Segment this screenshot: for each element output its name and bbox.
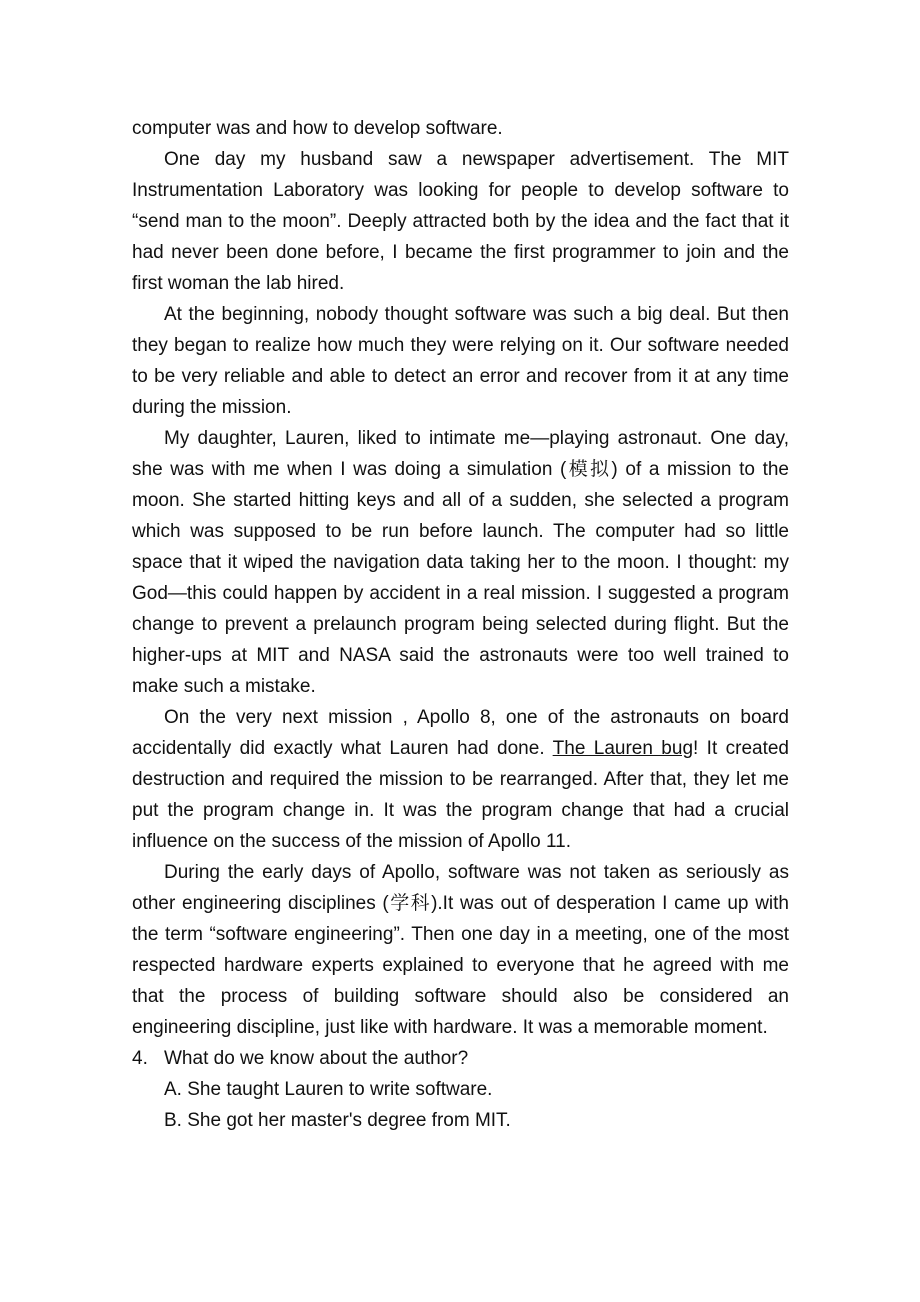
passage-paragraph-0: computer was and how to develop software. (132, 118, 503, 139)
question-4 (132, 1043, 789, 1074)
question-text: What do we know about the author? (164, 1048, 469, 1069)
option-a[interactable]: A. She taught Lauren to write software. (164, 1079, 493, 1100)
passage-paragraph-3: My daughter, Lauren, liked to intimate me—playing astronaut. One day, she was with me when I was doing a simulation (模拟) of a mission to the moon. She started hitting keys and all of a sudden, she selected a program which was supposed to be run before launch. The computer had so little space that it wiped the navigation data taking her to the moon. I thought: my God—this could happen by accident in a real mission. I suggested a program change to prevent a prelaunch program being selected during flight. But the higher-ups at MIT and NASA said the astronauts were too well trained to make such a mistake. (132, 428, 789, 697)
option-b[interactable]: B. She got her master's degree from MIT. (164, 1110, 511, 1131)
passage-paragraph-4 (132, 702, 789, 857)
paragraph-4-text-before: On the very next mission , Apollo 8, one of the astronauts on board accidentally did exactly what Lauren had done. (132, 707, 789, 759)
passage-paragraph-2: At the beginning, nobody thought software was such a big deal. But then they began to realize how much they were relying on it. Our software needed to be very reliable and able to detect an error and recover from it at any time during the mission. (132, 304, 789, 418)
document-page (132, 113, 789, 1136)
passage-paragraph-5: During the early days of Apollo, software was not taken as seriously as other engineering disciplines (学科).It was out of desperation I came up with the term “software engineering”. Then one day in a meeting, one of the most respected hardware experts explained to everyone that he agreed with me that the process of building software should also be considered an engineering discipline, just like with hardware. It was a memorable moment. (132, 862, 789, 1038)
passage-paragraph-1: One day my husband saw a newspaper advertisement. The MIT Instrumentation Laboratory was looking for people to develop software to “send man to the moon”. Deeply attracted both by the idea and the fact that it had never been done before, I became the first programmer to join and the first woman the lab hired. (132, 149, 789, 294)
question-number: 4. (132, 1048, 148, 1069)
lauren-bug-underlined: The Lauren bug (552, 738, 694, 759)
paragraph-4-text-after: ! It created destruction and required the mission to be rearranged. After that, they let me put the program change in. It was the program change that had a crucial influence on the success of the mission of Apollo 11. (132, 738, 789, 852)
